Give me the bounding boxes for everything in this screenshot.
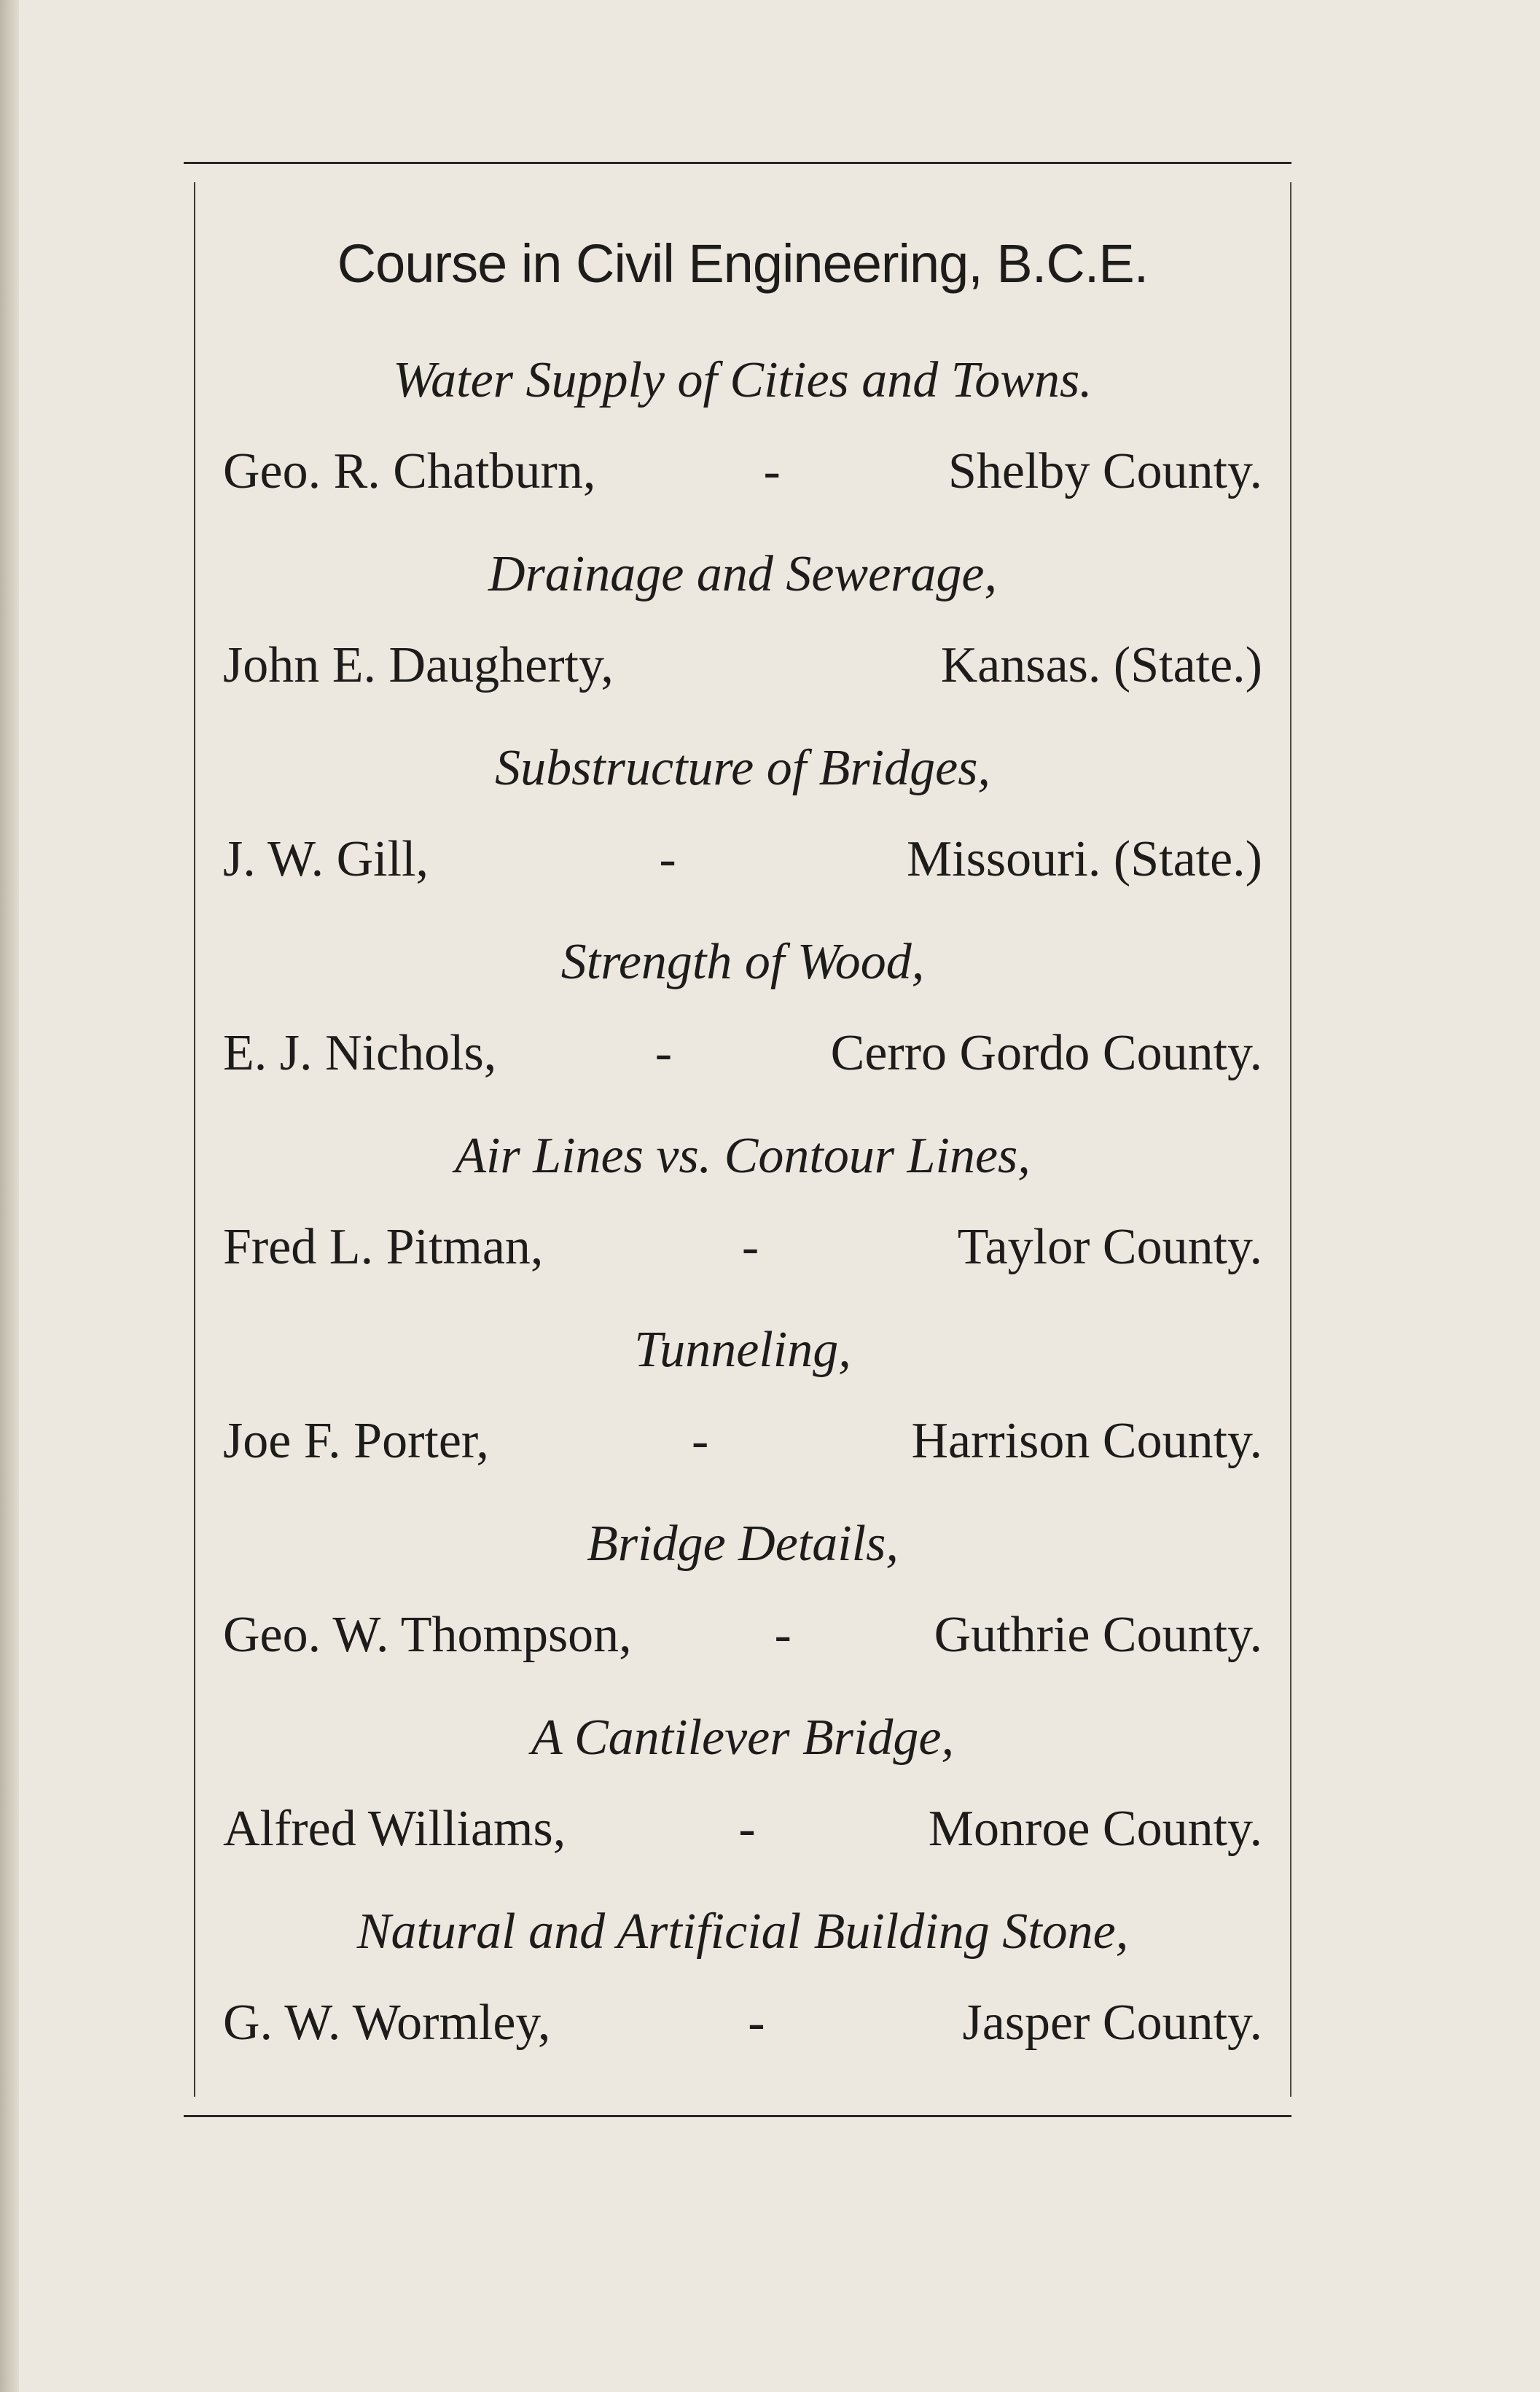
thesis-list — [223, 337, 1262, 2078]
author-name: Joe F. Porter, — [223, 1413, 489, 1469]
thesis-topic: Substructure of Bridges, — [495, 740, 990, 796]
author-residence: Jasper County. — [962, 1995, 1262, 2051]
separator-dash: - — [748, 1995, 765, 2051]
author-residence: Missouri. (State.) — [906, 831, 1262, 887]
author-name: John E. Daugherty, — [223, 637, 614, 693]
author-residence: Cerro Gordo County. — [830, 1025, 1262, 1081]
author-residence: Harrison County. — [911, 1413, 1262, 1469]
top-rule — [184, 162, 1291, 164]
author-name: E. J. Nichols, — [223, 1025, 497, 1081]
thesis-entry — [223, 1113, 1262, 1306]
author-row — [223, 1976, 1262, 2070]
author-name: Fred L. Pitman, — [223, 1219, 544, 1275]
bordered-frame — [194, 162, 1291, 2117]
author-name: J. W. Gill, — [223, 831, 429, 887]
author-name: G. W. Wormley, — [223, 1995, 551, 2051]
author-residence: Guthrie County. — [934, 1607, 1262, 1663]
author-row — [223, 1200, 1262, 1295]
separator-dash: - — [654, 1025, 673, 1081]
thesis-topic: A Cantilever Bridge, — [531, 1710, 954, 1766]
bottom-rule — [184, 2115, 1291, 2117]
left-rule — [194, 182, 195, 2097]
thesis-topic: Air Lines vs. Contour Lines, — [455, 1128, 1031, 1184]
thesis-entry — [223, 337, 1262, 531]
thesis-entry — [223, 919, 1262, 1113]
author-row — [223, 618, 1262, 713]
thesis-topic: Natural and Artificial Building Stone, — [356, 1904, 1129, 1960]
thesis-topic: Bridge Details, — [587, 1516, 899, 1572]
thesis-entry — [223, 531, 1262, 725]
author-residence: Taylor County. — [957, 1219, 1262, 1275]
author-row — [223, 1394, 1262, 1489]
separator-dash: - — [692, 1413, 709, 1469]
thesis-topic: Strength of Wood, — [560, 934, 925, 990]
thesis-entry — [223, 1694, 1262, 1888]
right-rule — [1290, 182, 1291, 2097]
thesis-entry — [223, 1500, 1262, 1694]
author-row — [223, 812, 1262, 907]
separator-dash: - — [774, 1607, 792, 1663]
separator-dash: - — [738, 1801, 756, 1857]
separator-dash: - — [659, 831, 676, 887]
author-name: Alfred Williams, — [223, 1801, 566, 1857]
author-residence: Kansas. (State.) — [940, 637, 1262, 693]
author-row — [223, 1782, 1262, 1877]
thesis-topic: Drainage and Sewerage, — [488, 546, 997, 602]
author-name: Geo. W. Thompson, — [223, 1607, 632, 1663]
thesis-topic: Tunneling, — [634, 1322, 851, 1378]
separator-dash: - — [741, 1219, 759, 1275]
author-row — [223, 424, 1262, 519]
thesis-entry — [223, 725, 1262, 919]
author-row — [223, 1588, 1262, 1683]
page-binding-edge — [0, 0, 19, 2392]
page-title: Course in Civil Engineering, B.C.E. — [337, 233, 1149, 294]
author-row — [223, 1006, 1262, 1101]
author-residence: Shelby County. — [947, 443, 1262, 499]
thesis-entry — [223, 1888, 1262, 2078]
author-residence: Monroe County. — [928, 1801, 1262, 1857]
author-name: Geo. R. Chatburn, — [223, 443, 596, 499]
thesis-topic: Water Supply of Cities and Towns. — [393, 352, 1093, 408]
page-content — [223, 220, 1262, 2078]
separator-dash: - — [763, 443, 781, 499]
thesis-entry — [223, 1306, 1262, 1500]
